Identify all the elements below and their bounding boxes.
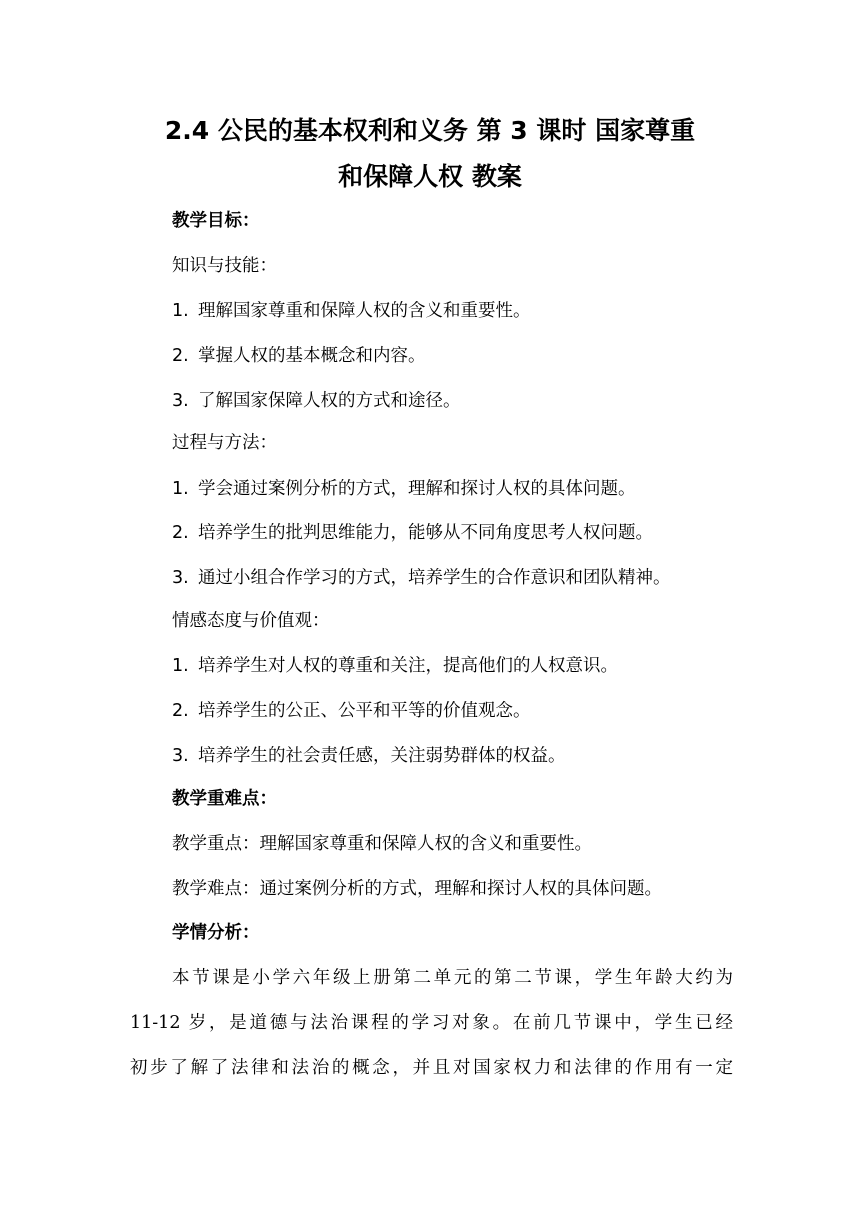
item-number: 3.	[172, 391, 189, 411]
analysis-line: 11-12 岁，是道德与法治课程的学习对象。在前几节课中，学生已经	[130, 1013, 733, 1033]
knowledge-item	[172, 288, 531, 334]
item-text: 了解国家保障人权的方式和途径。	[198, 391, 461, 411]
item-text: 理解国家尊重和保障人权的含义和重要性。	[198, 301, 531, 321]
document-title-line-1: 2.4 公民的基本权利和义务 第 3 课时 国家尊重	[164, 116, 696, 145]
analysis-line: 本节课是小学六年级上册第二单元的第二节课，学生年龄大约为	[172, 968, 733, 988]
knowledge-heading: 知识与技能：	[172, 256, 277, 276]
item-text: 培养学生的批判思维能力，能够从不同角度思考人权问题。	[198, 523, 653, 543]
key-point: 教学重点：理解国家尊重和保障人权的含义和重要性。	[172, 834, 592, 854]
process-item	[172, 555, 671, 601]
emotion-item	[172, 733, 566, 779]
emotion-item	[172, 643, 618, 689]
item-number: 2.	[172, 346, 189, 366]
item-text: 掌握人权的基本概念和内容。	[198, 346, 426, 366]
document-title-line-2: 和保障人权 教案	[338, 162, 522, 191]
objectives-heading: 教学目标：	[172, 211, 260, 231]
analysis-line: 初步了解了法律和法治的概念，并且对国家权力和法律的作用有一定	[130, 1058, 733, 1078]
item-number: 1.	[172, 656, 189, 676]
key-points-heading: 教学重难点：	[172, 789, 277, 809]
knowledge-item	[172, 333, 426, 379]
emotion-item	[172, 688, 531, 734]
item-number: 1.	[172, 301, 189, 321]
item-number: 1.	[172, 479, 189, 499]
item-text: 学会通过案例分析的方式，理解和探讨人权的具体问题。	[198, 479, 636, 499]
process-item	[172, 510, 653, 556]
emotion-heading: 情感态度与价值观：	[172, 611, 330, 631]
process-heading: 过程与方法：	[172, 433, 277, 453]
difficult-point: 教学难点：通过案例分析的方式，理解和探讨人权的具体问题。	[172, 879, 662, 899]
item-number: 2.	[172, 523, 189, 543]
item-text: 培养学生的公正、公平和平等的价值观念。	[198, 701, 531, 721]
process-item	[172, 466, 636, 512]
item-text: 培养学生对人权的尊重和关注，提高他们的人权意识。	[198, 656, 618, 676]
item-text: 培养学生的社会责任感，关注弱势群体的权益。	[198, 746, 566, 766]
analysis-heading: 学情分析：	[172, 923, 260, 943]
item-number: 3.	[172, 568, 189, 588]
item-number: 3.	[172, 746, 189, 766]
item-text: 通过小组合作学习的方式，培养学生的合作意识和团队精神。	[198, 568, 671, 588]
knowledge-item	[172, 378, 461, 424]
item-number: 2.	[172, 701, 189, 721]
